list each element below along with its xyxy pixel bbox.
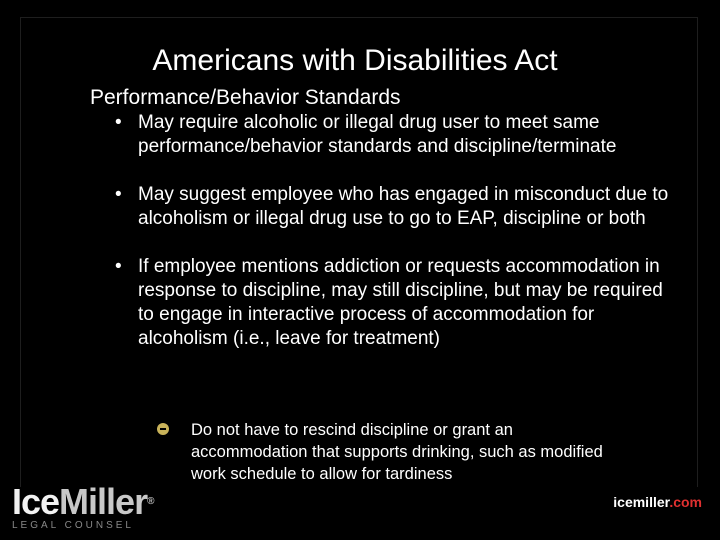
logo-tagline: LEGAL COUNSEL — [12, 520, 134, 531]
top-border-line — [20, 17, 698, 18]
bullet-dot-icon: • — [115, 184, 122, 205]
bullet-item — [115, 183, 675, 231]
arrow-bullet-icon — [157, 423, 169, 435]
bullet-dot-icon: • — [115, 256, 122, 277]
left-border-line — [20, 17, 21, 487]
website-url — [613, 494, 702, 510]
slide-subtitle: Performance/Behavior Standards — [90, 86, 401, 109]
registered-mark: ® — [147, 496, 154, 507]
logo-ice-text: Ice — [12, 481, 60, 522]
bullet-item — [115, 255, 675, 351]
right-border-line — [697, 17, 698, 487]
bullet-item — [115, 111, 675, 159]
bullet-text: May require alcoholic or illegal drug user to meet same performance/behavior standards and discipline/terminate — [138, 112, 617, 157]
logo-miller-text: Miller — [59, 481, 148, 522]
bullet-dot-icon: • — [115, 112, 122, 133]
url-name: icemiller — [613, 494, 670, 510]
bullet-text: May suggest employee who has engaged in misconduct due to alcoholism or illegal drug use to go to EAP, discipline or both — [138, 184, 669, 229]
bullet-text: If employee mentions addiction or requests accommodation in response to discipline, may still discipline, but may be required to engage in interactive process of accommodation for alcoholism (i.e., leave for treatment) — [138, 256, 663, 349]
sub-bullet-item — [157, 419, 627, 485]
ice-miller-logo — [12, 481, 154, 531]
url-domain: .com — [669, 494, 702, 510]
bullet-list — [115, 111, 675, 375]
sub-bullet-text: Do not have to rescind discipline or grant an accommodation that supports drinking, such as modified work schedule to allow for tardiness — [191, 421, 603, 483]
slide-title: Americans with Disabilities Act — [152, 44, 558, 77]
